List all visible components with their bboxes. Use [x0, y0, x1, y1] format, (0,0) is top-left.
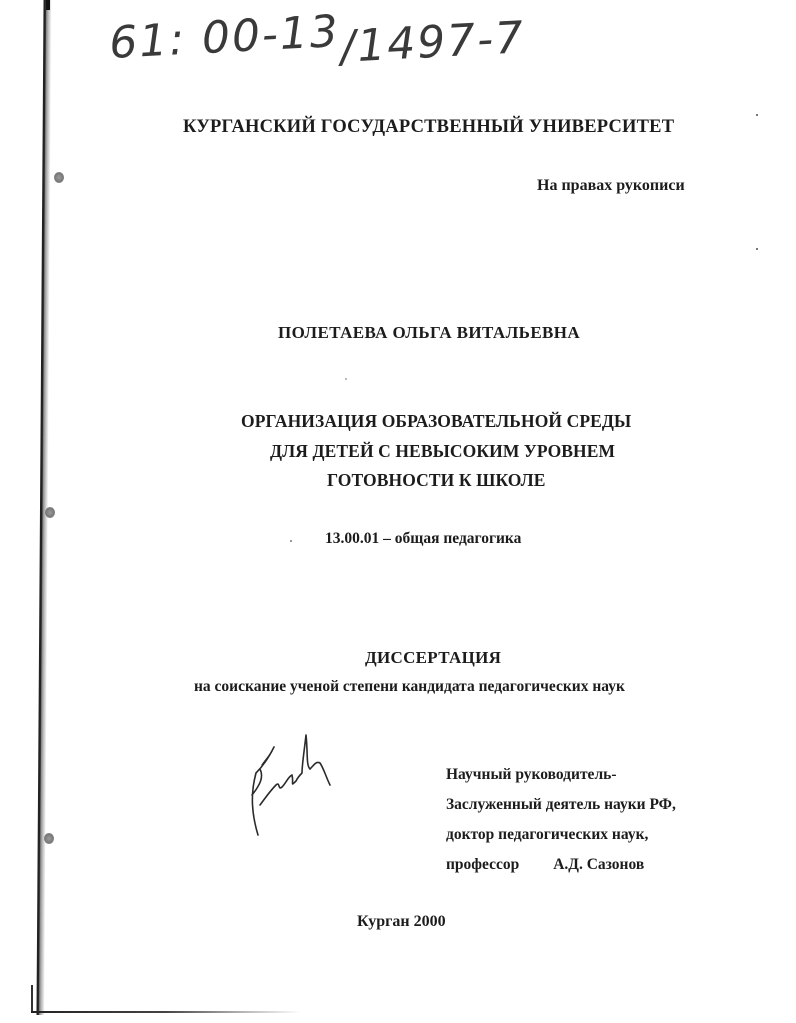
- scan-speck: [756, 114, 758, 116]
- advisor-name-line: [446, 856, 644, 874]
- city-year: Курган 2000: [357, 913, 446, 930]
- signature-icon: [230, 725, 340, 845]
- degree-sought: на соискание ученой степени кандидата педагогических наук: [194, 678, 625, 695]
- scan-binding-mark: [46, 0, 50, 10]
- advisor-name: А.Д. Сазонов: [553, 856, 645, 873]
- scan-speck: [345, 378, 347, 380]
- archive-code-part2: /1497-7: [339, 12, 527, 73]
- dissertation-title-line: ДЛЯ ДЕТЕЙ С НЕВЫСОКИМ УРОВНЕМ: [270, 441, 616, 461]
- scan-bottom-edge: [31, 1011, 301, 1013]
- advisor-degree: доктор педагогических наук,: [446, 826, 649, 843]
- punch-hole-icon: [45, 507, 55, 518]
- punch-hole-icon: [44, 833, 54, 844]
- advisor-title: профессор: [446, 856, 520, 873]
- scan-corner-edge: [31, 985, 33, 1013]
- manuscript-rights-note: На правах рукописи: [537, 177, 685, 194]
- advisor-honor: Заслуженный деятель науки РФ,: [446, 796, 676, 813]
- dissertation-title-line: ОРГАНИЗАЦИЯ ОБРАЗОВАТЕЛЬНОЙ СРЕДЫ: [241, 411, 632, 431]
- handwritten-archive-code: [108, 0, 527, 73]
- advisor-role: Научный руководитель-: [446, 766, 617, 783]
- specialty-code: 13.00.01 – общая педагогика: [325, 530, 522, 547]
- scan-speck: [756, 248, 758, 250]
- scan-speck: [290, 540, 292, 542]
- punch-hole-icon: [54, 172, 64, 183]
- author-name: ПОЛЕТАЕВА ОЛЬГА ВИТАЛЬЕВНА: [278, 323, 581, 342]
- dissertation-title-line: ГОТОВНОСТИ К ШКОЛЕ: [327, 470, 546, 490]
- archive-code-part1: 61: 00-13: [108, 5, 342, 69]
- document-type-heading: ДИССЕРТАЦИЯ: [365, 648, 502, 667]
- institution-name: КУРГАНСКИЙ ГОСУДАРСТВЕННЫЙ УНИВЕРСИТЕТ: [183, 117, 675, 137]
